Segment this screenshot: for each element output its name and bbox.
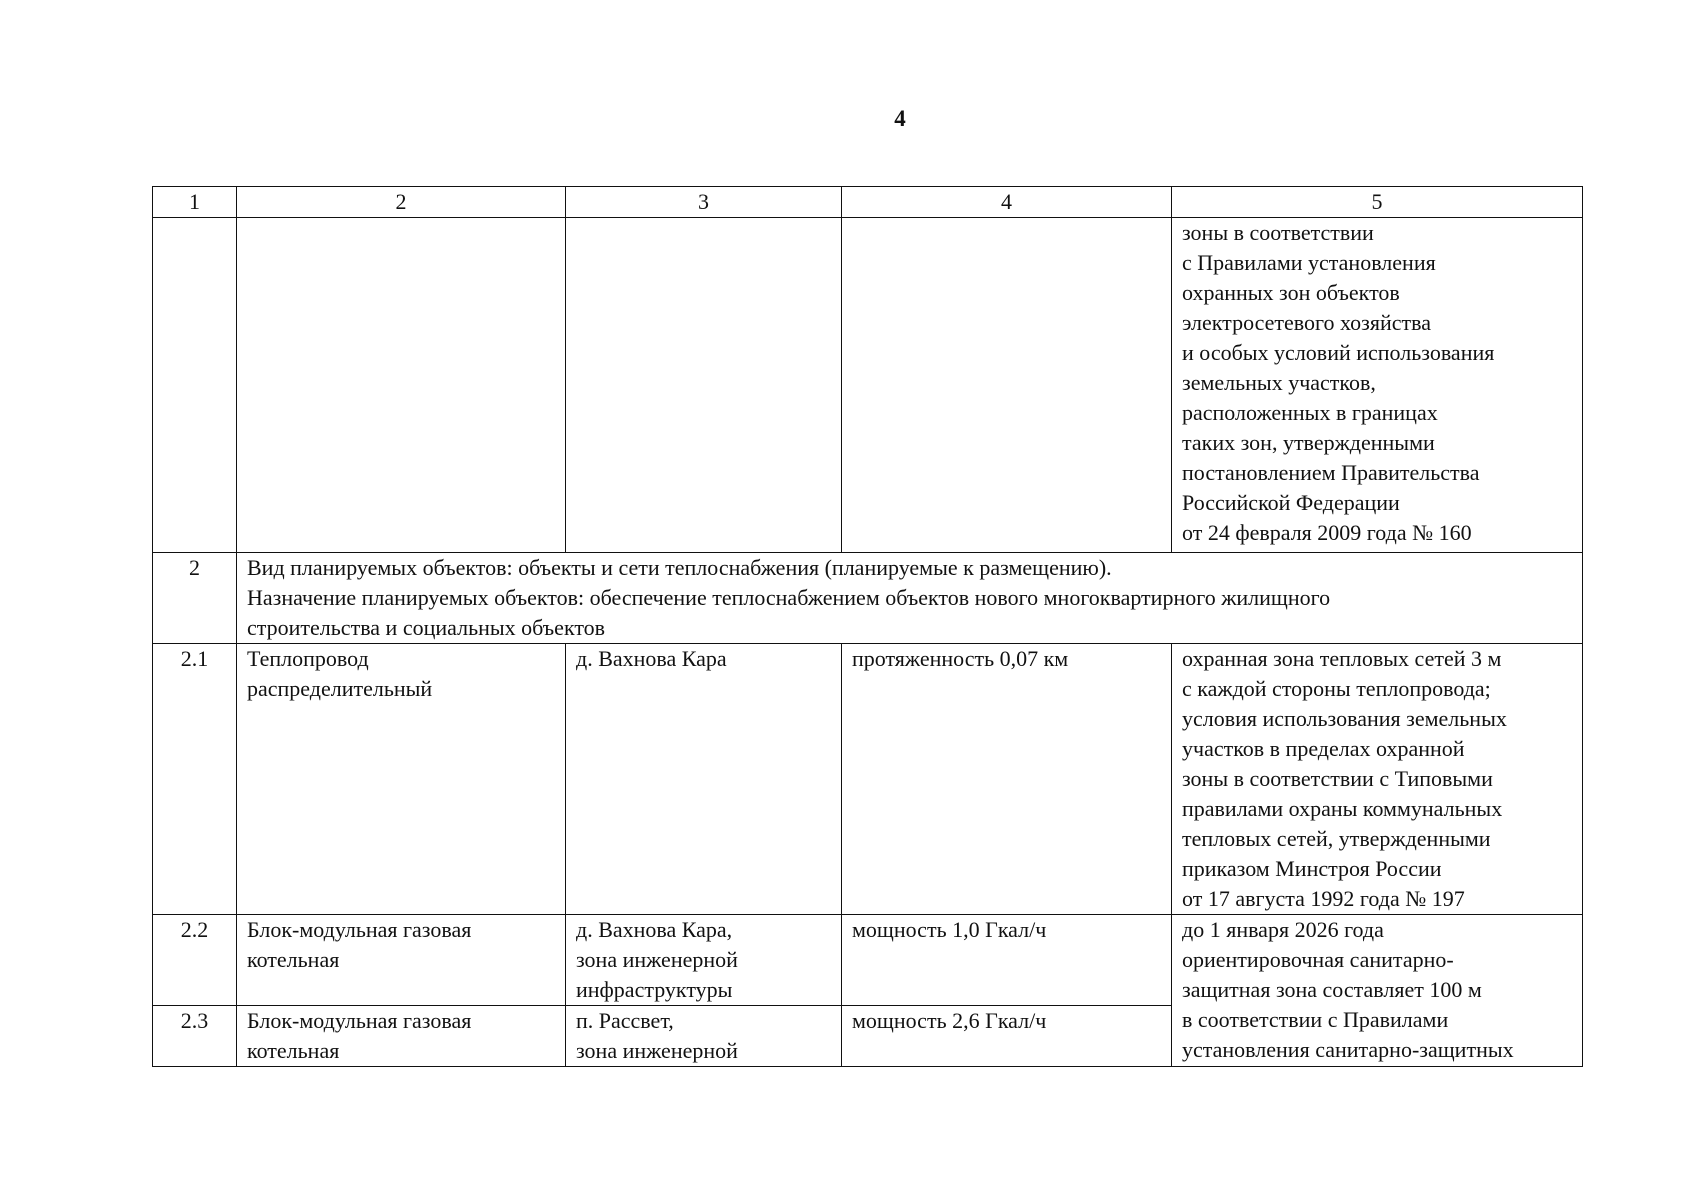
table-row-continuation [153,218,1583,553]
cell-line: с Правилами установления [1182,250,1436,275]
header-col-4: 4 [842,187,1172,218]
cell-line: котельная [247,947,340,972]
cell-location [566,1006,842,1067]
cell-line: протяженность 0,07 км [852,646,1069,671]
cell-line: Теплопровод [247,646,369,671]
cell-zone-conditions [1172,218,1583,553]
cell-line: от 17 августа 1992 года № 197 [1182,886,1465,911]
cell-empty [842,218,1172,553]
cell-line: мощность 1,0 Гкал/ч [852,917,1047,942]
cell-line: и особых условий использования [1182,340,1495,365]
planned-objects-table [152,186,1583,1067]
cell-object-name [237,915,566,1006]
cell-object-name [237,644,566,915]
cell-characteristics [842,644,1172,915]
cell-zone-conditions [1172,915,1583,1067]
cell-line: условия использования земельных [1182,706,1507,731]
cell-location [566,644,842,915]
row-number: 2 [153,553,237,644]
cell-line: защитная зона составляет 100 м [1182,977,1482,1002]
cell-line: п. Рассвет, [576,1008,674,1033]
cell-line: охранная зона тепловых сетей 3 м [1182,646,1502,671]
cell-line: от 24 февраля 2009 года № 160 [1182,520,1472,545]
table-header-row [153,187,1583,218]
cell-location [566,915,842,1006]
cell-line: постановлением Правительства [1182,460,1480,485]
cell-object-name [237,1006,566,1067]
cell-line: таких зон, утвержденными [1182,430,1435,455]
cell-line: электросетевого хозяйства [1182,310,1431,335]
section-line: строительства и социальных объектов [247,615,606,640]
table-row-section-2 [153,553,1583,644]
cell-line: д. Вахнова Кара [576,646,727,671]
cell-empty [153,218,237,553]
cell-characteristics [842,915,1172,1006]
page-number: 4 [894,106,906,131]
cell-line: мощность 2,6 Гкал/ч [852,1008,1047,1033]
cell-line: расположенных в границах [1182,400,1438,425]
cell-line: зона инженерной [576,1038,738,1063]
cell-line: распределительный [247,676,433,701]
cell-empty [566,218,842,553]
cell-line: участков в пределах охранной [1182,736,1465,761]
cell-line: зона инженерной [576,947,738,972]
table-row-2-2 [153,915,1583,1006]
cell-line: котельная [247,1038,340,1063]
row-number: 2.2 [153,915,237,1006]
cell-characteristics [842,1006,1172,1067]
table-row-2-1 [153,644,1583,915]
header-col-5: 5 [1172,187,1583,218]
cell-line: Блок-модульная газовая [247,917,472,942]
cell-zone-conditions [1172,644,1583,915]
cell-line: д. Вахнова Кара, [576,917,733,942]
cell-line: Российской Федерации [1182,490,1400,515]
cell-line: Блок-модульная газовая [247,1008,472,1033]
row-number: 2.3 [153,1006,237,1067]
header-col-2: 2 [237,187,566,218]
cell-line: зоны в соответствии [1182,220,1374,245]
cell-line: тепловых сетей, утвержденными [1182,826,1491,851]
cell-line: установления санитарно-защитных [1182,1037,1514,1062]
header-col-1: 1 [153,187,237,218]
cell-line: ориентировочная санитарно- [1182,947,1454,972]
section-line: Вид планируемых объектов: объекты и сети теплоснабжения (планируемые к размещению). [247,555,1112,580]
cell-line: с каждой стороны теплопровода; [1182,676,1491,701]
cell-line: инфраструктуры [576,977,733,1002]
cell-line: правилами охраны коммунальных [1182,796,1503,821]
cell-line: охранных зон объектов [1182,280,1400,305]
cell-line: до 1 января 2026 года [1182,917,1384,942]
cell-line: приказом Минстроя России [1182,856,1442,881]
row-number: 2.1 [153,644,237,915]
cell-empty [237,218,566,553]
cell-line: земельных участков, [1182,370,1376,395]
section-description [237,553,1583,644]
section-line: Назначение планируемых объектов: обеспечение теплоснабжением объектов нового многоквартирного жилищного [247,585,1331,610]
cell-line: зоны в соответствии с Типовыми [1182,766,1493,791]
cell-line: в соответствии с Правилами [1182,1007,1449,1032]
header-col-3: 3 [566,187,842,218]
